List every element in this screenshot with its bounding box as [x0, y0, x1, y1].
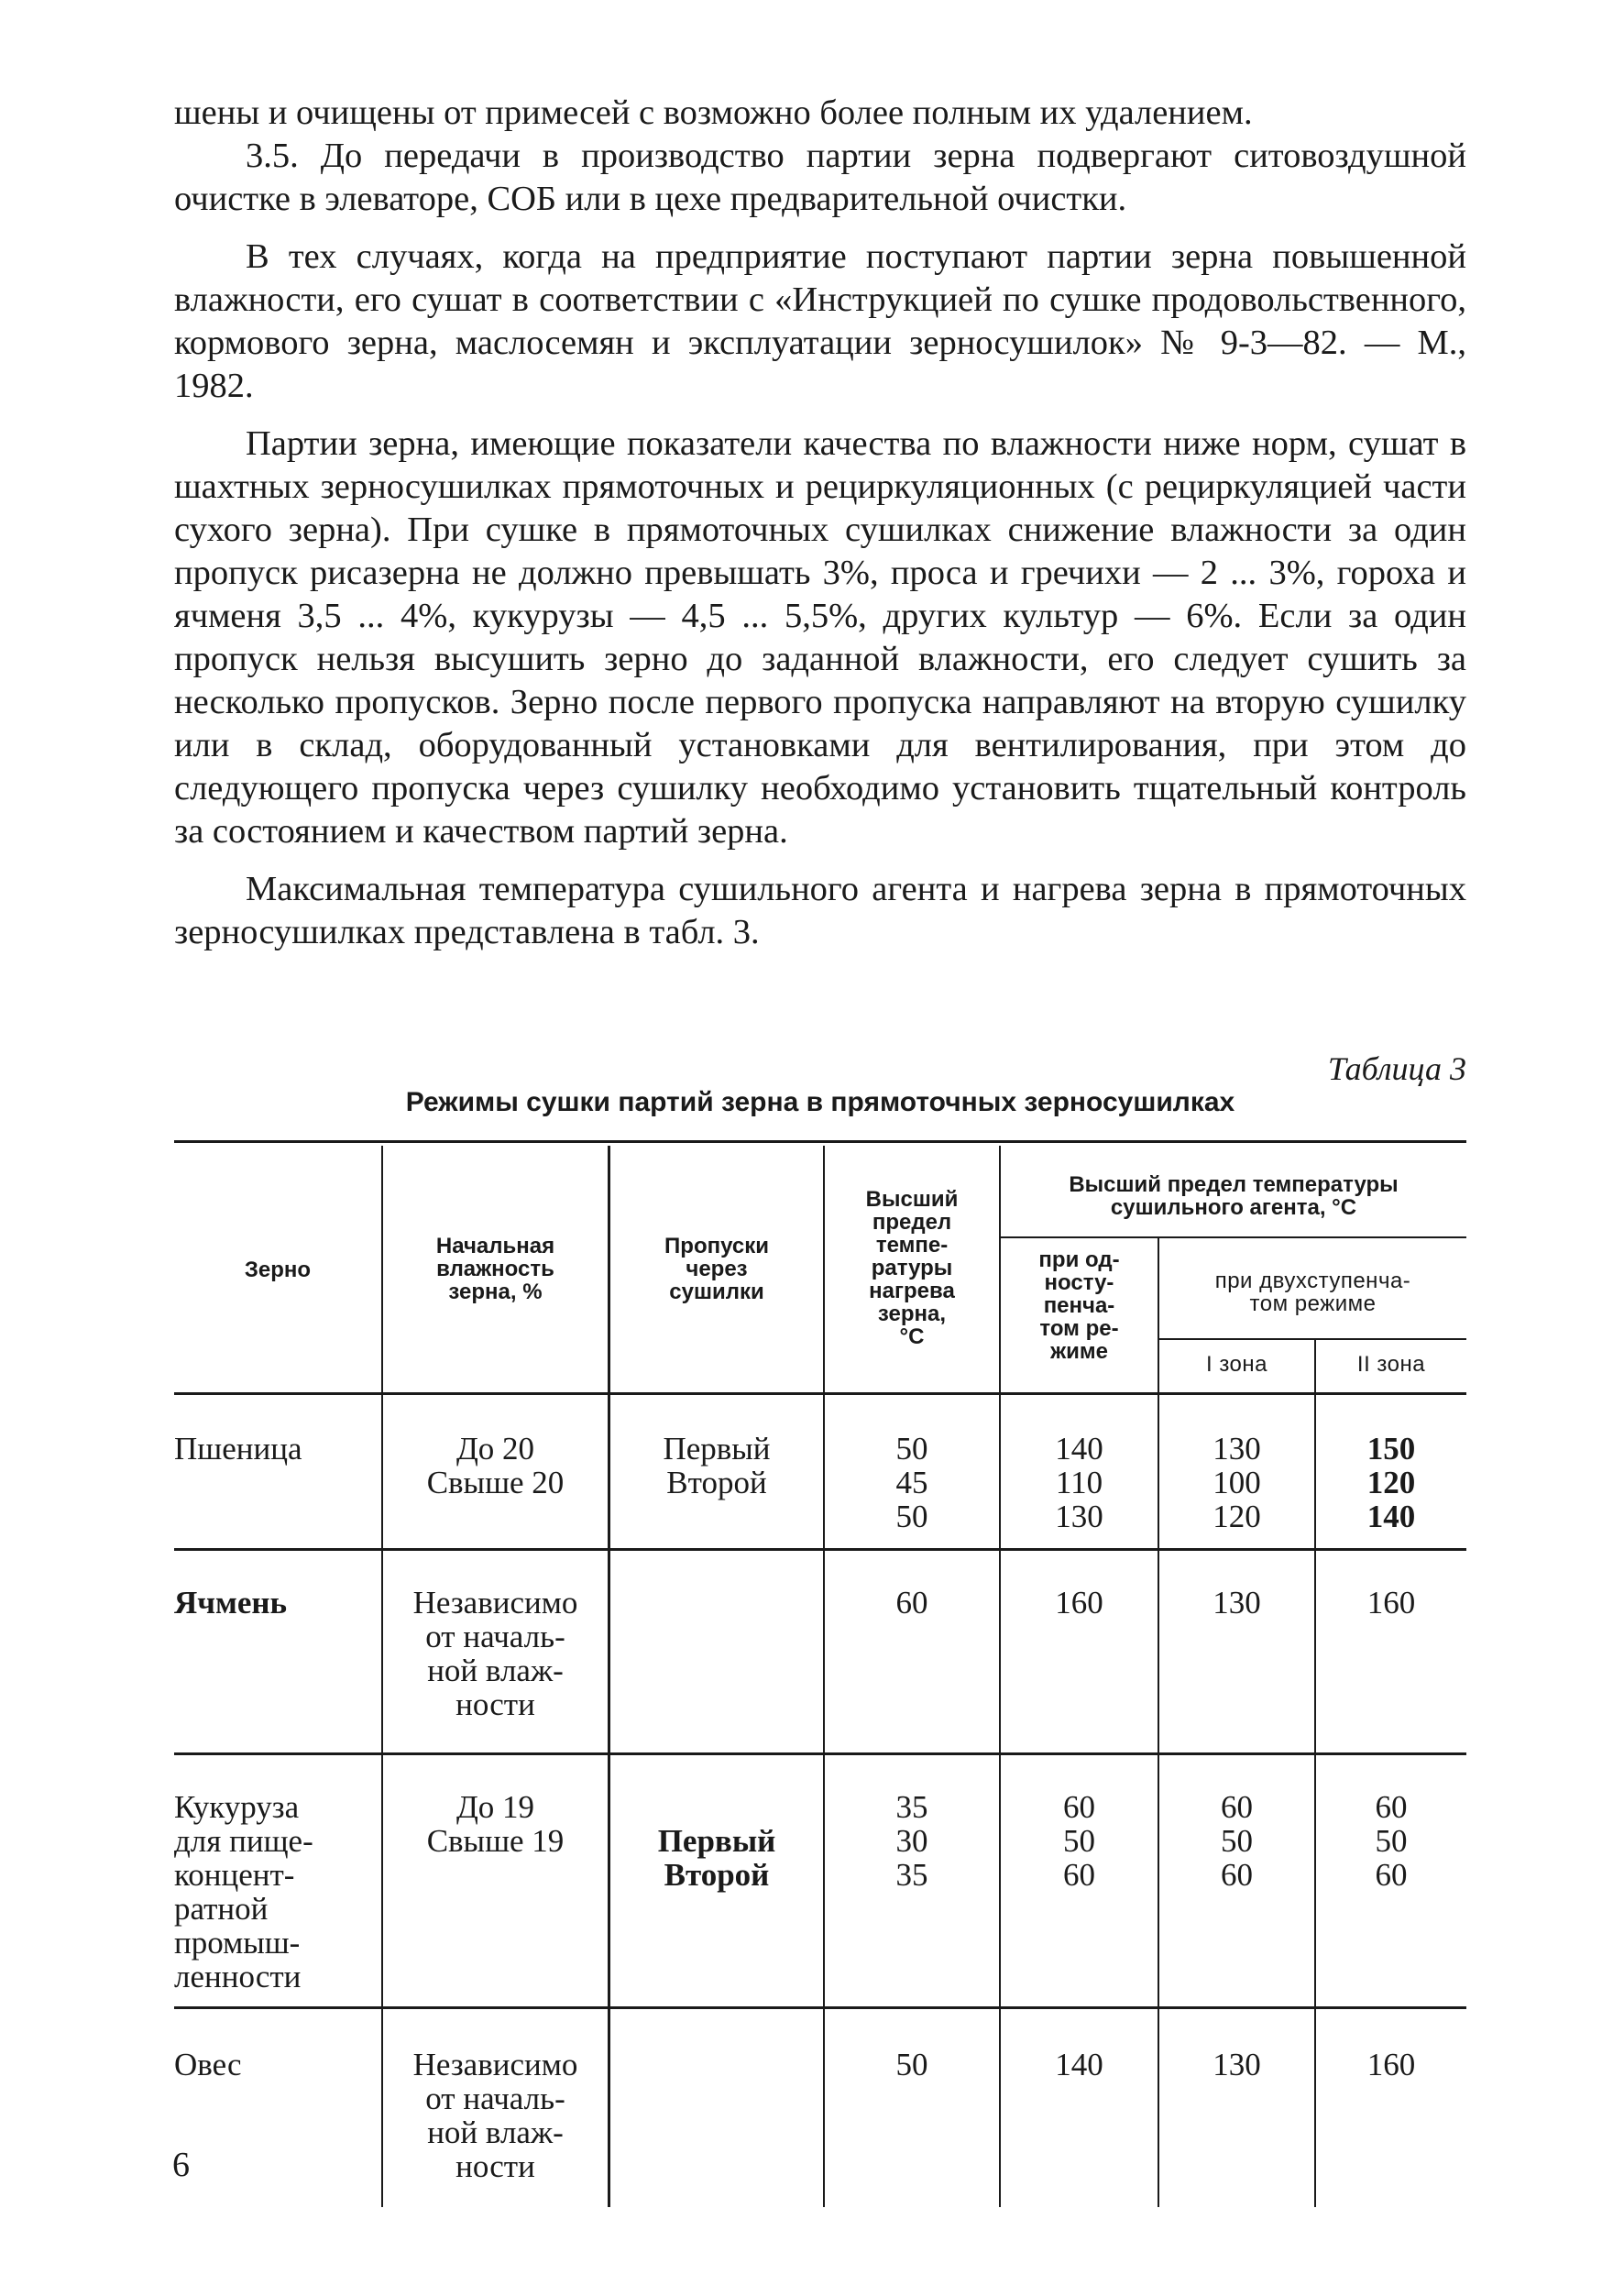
row-barley-moisture: Независимо от началь- ной влаж- ности: [412, 1585, 578, 1722]
page-number: 6: [172, 2146, 190, 2184]
paragraph-max-temperature: Максимальная температура сушильного агента и нагрева зерна в прямоточных зерносушилках представлена в табл. 3.: [174, 870, 1466, 951]
row-wheat-single: 140 110 130: [1055, 1431, 1103, 1534]
row-wheat-zone2: 150 120 140: [1366, 1431, 1416, 1534]
agent-temp-rule: [999, 1236, 1466, 1238]
row-barley-zone1: 130: [1213, 1585, 1261, 1620]
header-moisture: Начальная влажность зерна, %: [435, 1234, 555, 1304]
header-single-stage: при од- носту- пенча- том ре- жиме: [1038, 1247, 1120, 1364]
row-corn-zone2: 60 50 60: [1375, 1789, 1408, 1893]
row-oats-grain-temp: 50: [895, 2047, 928, 2082]
row-barley-grain-temp: 60: [895, 1585, 928, 1620]
row-oats-zone2: 160: [1366, 2047, 1416, 2082]
row-oats-single: 140: [1055, 2047, 1103, 2082]
two-stage-rule: [1158, 1338, 1466, 1340]
header-zone-1: I зона: [1205, 1352, 1268, 1377]
row-wheat-moisture: До 20 Свыше 20: [426, 1431, 565, 1500]
row-wheat-grain: Пшеница: [174, 1431, 302, 1467]
row-barley-grain: Ячмень: [174, 1585, 288, 1620]
row-corn-moisture: До 19 Свыше 19: [426, 1789, 565, 1859]
body-text: [174, 92, 1466, 954]
row-oats-zone1: 130: [1213, 2047, 1261, 2082]
table-caption: Таблица 3: [1327, 1050, 1466, 1087]
row-rule-1: [174, 1548, 1466, 1551]
row-corn-single: 60 50 60: [1063, 1789, 1095, 1893]
row-corn-zone1: 60 50 60: [1221, 1789, 1253, 1893]
col-rule-2: [608, 1146, 610, 2207]
row-wheat-grain-temp: 50 45 50: [895, 1431, 928, 1534]
header-grain-temp: Высший предел темпе- ратуры нагрева зерна, °С: [865, 1187, 959, 1349]
row-rule-3: [174, 2006, 1466, 2009]
row-corn-grain: Кукуруза для пище- концент- ратной промыш- ленности: [174, 1789, 313, 1994]
header-grain: Зерно: [244, 1258, 312, 1282]
table-top-rule: [174, 1140, 1466, 1143]
header-two-stage: при двухступенча- том режиме: [1214, 1269, 1411, 1316]
row-wheat-zone1: 130 100 120: [1213, 1431, 1261, 1534]
row-corn-passes: Первый Второй: [657, 1823, 776, 1893]
header-zone-2: II зона: [1356, 1352, 1426, 1377]
row-oats-moisture: Независимо от началь- ной влаж- ности: [412, 2047, 578, 2184]
header-passes: Пропуски через сушилки: [664, 1234, 769, 1304]
paragraph-continuation: шены и очищены от примесей с возможно более полным их удалением.: [174, 93, 1253, 132]
table-title: Режимы сушки партий зерна в прямоточных зерносушилках: [405, 1087, 1235, 1117]
row-rule-2: [174, 1752, 1466, 1755]
row-barley-single: 160: [1055, 1585, 1103, 1620]
paragraph-high-moisture: В тех случаях, когда на предприятие поступают партии зерна повышенной влажности, его сушат в соответствии с «Инструкцией по сушке продовольственного, кормового зерна, маслосемян и эксплуатации зерносушилок» № 9-3—82. — М., 1982.: [174, 237, 1466, 405]
paragraph-3-5: 3.5. До передачи в производство партии зерна подвергают ситовоздушной очистке в элеваторе, СОБ или в цехе предварительной очистки.: [174, 137, 1466, 218]
paragraph-drying-rules: Партии зерна, имеющие показатели качества по влажности ниже норм, сушат в шахтных зерносушилках прямоточных и рециркуляционных (с рециркуляцией части сухого зерна). При сушке в прямоточных сушилках снижение влажности за один пропуск рисазерна не должно превышать 3%, проса и гречихи — 2 ... 3%, гороха и ячменя 3,5 ... 4%, кукурузы — 4,5 ... 5,5%, других культур — 6%. Если за один пропуск нельзя высушить зерно до заданной влажности, его следует сушить за несколько пропусков. Зерно после первого пропуска направляют на вторую сушилку или в склад, оборудованный установками для вентилирования, при этом до следующего пропуска через сушилку необходимо установить тщательный контроль за состоянием и качеством партий зерна.: [174, 424, 1466, 851]
header-agent-temp: Высший предел температуры сушильного агента, °С: [1069, 1172, 1399, 1220]
row-barley-zone2: 160: [1366, 1585, 1416, 1620]
row-corn-grain-temp: 35 30 35: [895, 1789, 928, 1893]
header-bottom-rule: [174, 1392, 1466, 1395]
row-oats-grain: Овес: [174, 2047, 242, 2082]
row-wheat-passes: Первый Второй: [663, 1431, 771, 1500]
